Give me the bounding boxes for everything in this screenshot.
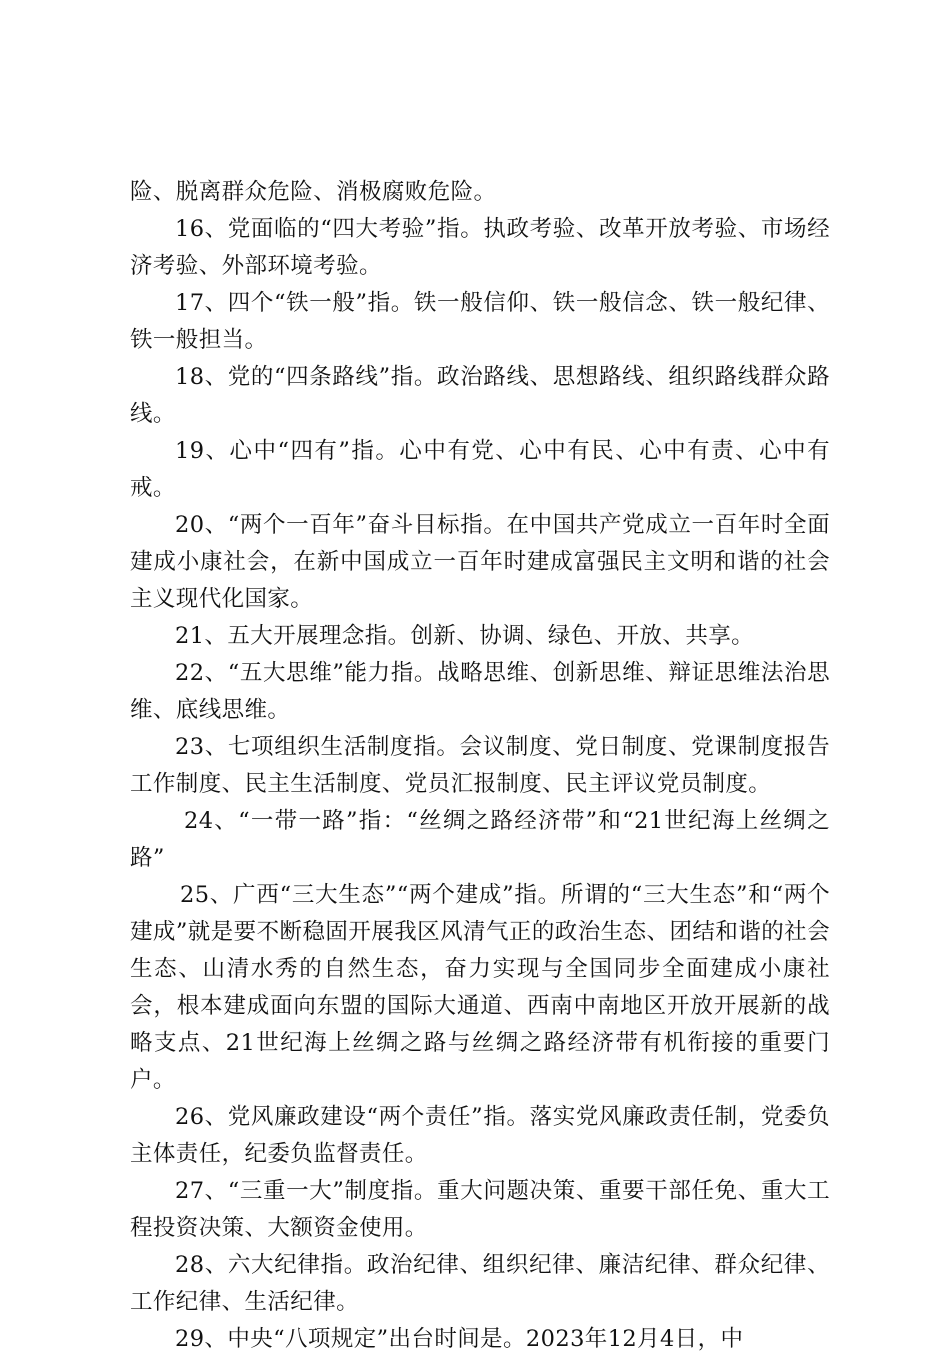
paragraph-19: 19、心中“四有”指。心中有党、心中有民、心中有责、心中有戒。 <box>130 438 830 501</box>
paragraph-16: 16、党面临的“四大考验”指。执政考验、改革开放考验、市场经济考验、外部环境考验。 <box>130 216 830 279</box>
paragraph-26: 26、党风廉政建设“两个责任”指。落实党风廉政责任制，党委负主体责任，纪委负监督责任。 <box>130 1104 830 1167</box>
paragraph-20: 20、“两个一百年”奋斗目标指。在中国共产党成立一百年时全面建成小康社会，在新中国成立一百年时建成富强民主文明和谐的社会主义现代化国家。 <box>130 512 830 612</box>
document-body <box>130 174 830 1358</box>
paragraph-28: 28、六大纪律指。政治纪律、组织纪律、廉洁纪律、群众纪律、工作纪律、生活纪律。 <box>130 1252 830 1315</box>
paragraph-29: 29、中央“八项规定”出台时间是。2023年12月4日，中 <box>175 1326 744 1352</box>
paragraph-25: 25、广西“三大生态”“两个建成”指。所谓的“三大生态”和“两个建成”就是要不断稳固开展我区风清气正的政治生态、团结和谐的社会生态、山清水秀的自然生态，奋力实现与全国同步全面建成小康社会，根本建成面向东盟的国际大通道、西南中南地区开放开展新的战略支点、21世纪海上丝绸之路与丝绸之路经济带有机衔接的重要门户。 <box>130 882 830 1093</box>
paragraph-22: 22、“五大思维”能力指。战略思维、创新思维、辩证思维法治思维、底线思维。 <box>130 660 830 723</box>
paragraph-24: 24、“一带一路”指：“丝绸之路经济带”和“21世纪海上丝绸之路” <box>130 808 830 871</box>
paragraph-21: 21、五大开展理念指。创新、协调、绿色、开放、共享。 <box>175 623 755 649</box>
paragraph-17: 17、四个“铁一般”指。铁一般信仰、铁一般信念、铁一般纪律、铁一般担当。 <box>130 290 830 353</box>
paragraph-15-continued: 险、脱离群众危险、消极腐败危险。 <box>130 179 497 205</box>
paragraph-23: 23、七项组织生活制度指。会议制度、党日制度、党课制度报告工作制度、民主生活制度、党员汇报制度、民主评议党员制度。 <box>130 734 830 797</box>
paragraph-27: 27、“三重一大”制度指。重大问题决策、重要干部任免、重大工程投资决策、大额资金使用。 <box>130 1178 830 1241</box>
paragraph-18: 18、党的“四条路线”指。政治路线、思想路线、组织路线群众路线。 <box>130 364 830 427</box>
